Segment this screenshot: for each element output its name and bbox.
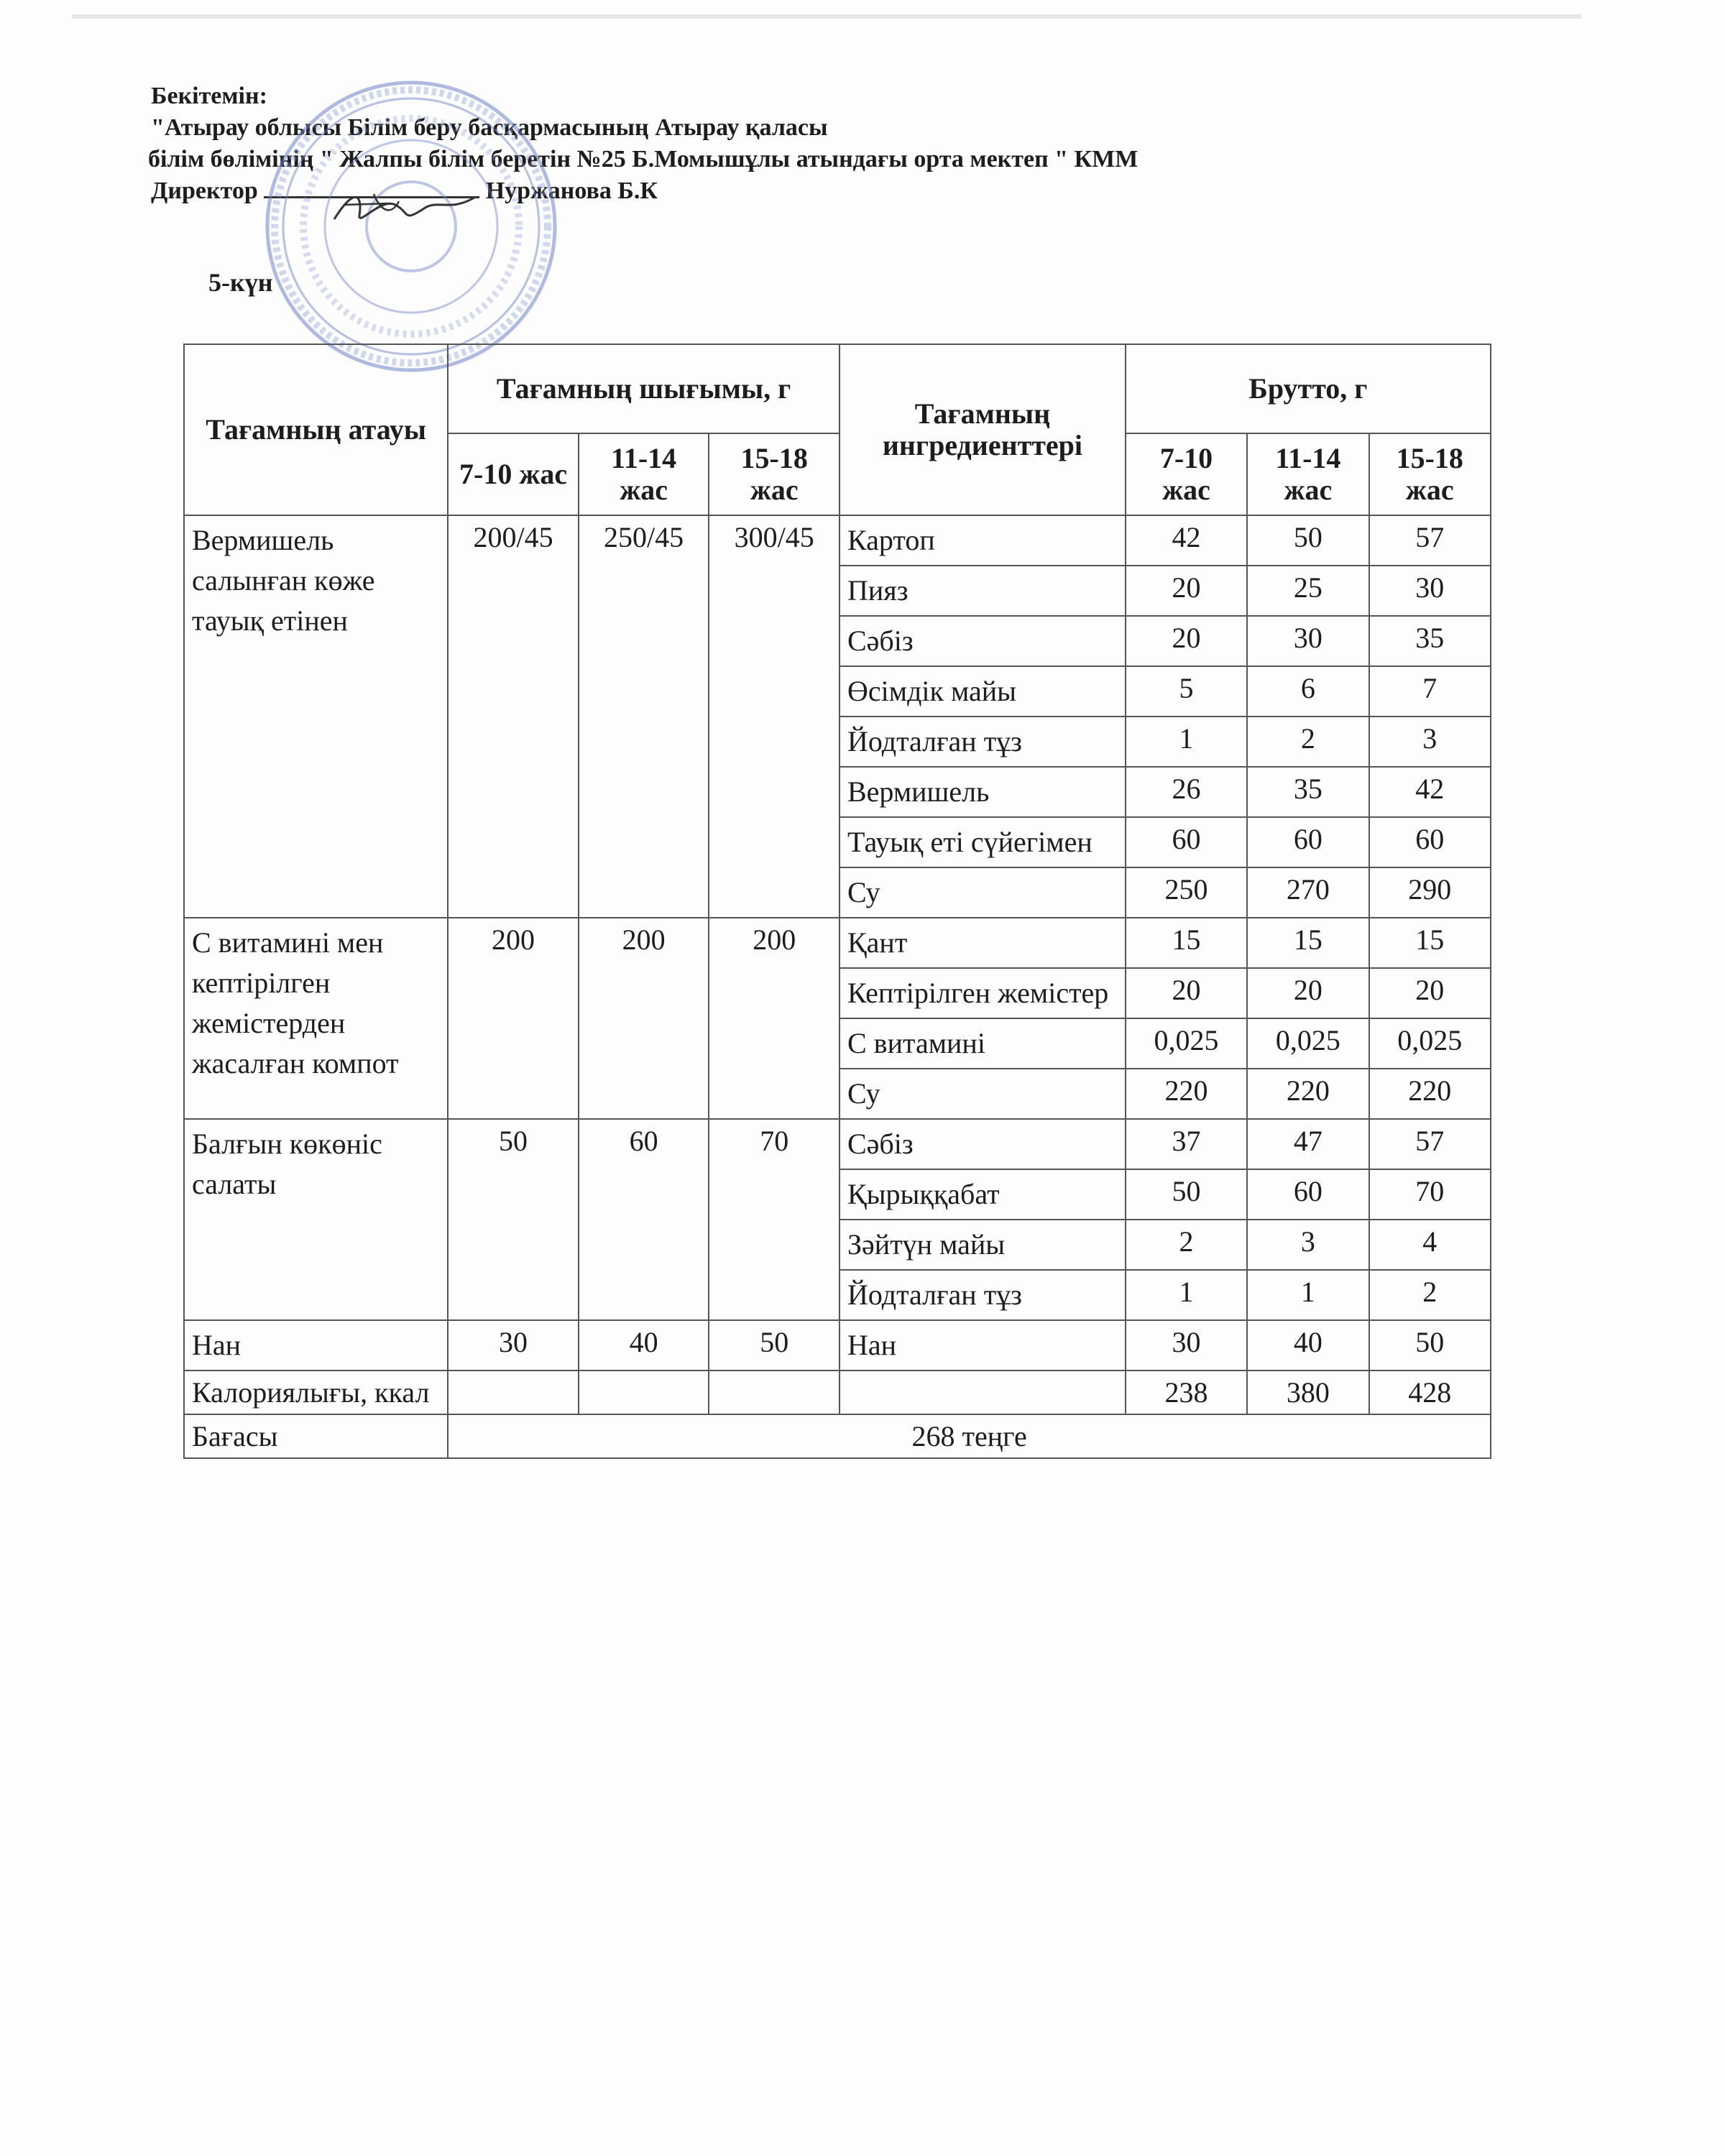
gross-value: 7 [1369, 666, 1491, 717]
gross-value: 47 [1247, 1119, 1368, 1169]
gross-value: 20 [1126, 968, 1247, 1018]
gross-value: 50 [1369, 1320, 1491, 1370]
header-gross-age-15-18: 15-18 жас [1369, 433, 1491, 515]
price-value: 268 теңге [448, 1414, 1491, 1458]
gross-value: 220 [1247, 1069, 1368, 1119]
ingredient-name: Кептірілген жемістер [840, 968, 1126, 1018]
gross-value: 290 [1369, 867, 1491, 918]
gross-value: 6 [1247, 666, 1368, 717]
director-name: Нуржанова Б.К [485, 178, 658, 204]
ingredient-name: Қант [840, 918, 1126, 968]
approval-line-2: білім бөлімінің " Жалпы білім беретін №25 Б.Момышұлы атындағы орта мектеп " КММ [148, 146, 1138, 172]
gross-value: 50 [1247, 515, 1368, 566]
price-label: Бағасы [184, 1414, 448, 1458]
header-yield: Тағамның шығымы, г [448, 344, 840, 433]
gross-value: 0,025 [1126, 1018, 1247, 1069]
gross-value: 40 [1247, 1320, 1368, 1370]
gross-value: 2 [1369, 1270, 1491, 1320]
gross-value: 42 [1369, 767, 1491, 817]
gross-value: 20 [1126, 616, 1247, 666]
ingredient-name: Йодталған тұз [840, 1270, 1126, 1320]
table-row [184, 918, 1491, 968]
gross-value: 30 [1247, 616, 1368, 666]
gross-value: 20 [1247, 968, 1368, 1018]
ingredient-name: Қырыққабат [840, 1169, 1126, 1220]
yield-value: 200 [448, 918, 579, 1119]
ingredient-name: Тауық еті сүйегімен [840, 817, 1126, 867]
yield-value: 250/45 [579, 515, 709, 918]
gross-value: 35 [1247, 767, 1368, 817]
gross-value: 15 [1247, 918, 1368, 968]
yield-value: 300/45 [709, 515, 840, 918]
header-ingredients: Тағамның ингредиенттері [840, 344, 1126, 515]
header-yield-age-7-10: 7-10 жас [448, 433, 579, 515]
gross-value: 26 [1126, 767, 1247, 817]
ingredient-name: Йодталған тұз [840, 717, 1126, 767]
ingredient-name: Нан [840, 1320, 1126, 1370]
yield-value: 200 [579, 918, 709, 1119]
calories-value: 238 [1126, 1370, 1247, 1414]
header-yield-age-11-14: 11-14 жас [579, 433, 709, 515]
header-gross: Брутто, г [1126, 344, 1491, 433]
gross-value: 15 [1369, 918, 1491, 968]
yield-value: 40 [579, 1320, 709, 1370]
dish-name: Вермишель салынған көже тауық етінен [184, 515, 448, 918]
approval-title: Бекітемін: [151, 83, 267, 109]
ingredient-name: Сәбіз [840, 616, 1126, 666]
gross-value: 70 [1369, 1169, 1491, 1220]
day-label: 5-күн [208, 268, 273, 297]
gross-value: 250 [1126, 867, 1247, 918]
empty-cell [840, 1370, 1126, 1414]
gross-value: 15 [1126, 918, 1247, 968]
dish-name: Нан [184, 1320, 448, 1370]
gross-value: 3 [1369, 717, 1491, 767]
header-gross-age-11-14: 11-14 жас [1247, 433, 1368, 515]
header-dish-name: Тағамның атауы [184, 344, 448, 515]
gross-value: 60 [1247, 1169, 1368, 1220]
calories-row [184, 1370, 1491, 1414]
gross-value: 20 [1126, 566, 1247, 616]
gross-value: 50 [1126, 1169, 1247, 1220]
dish-name: Балғын көкөніс салаты [184, 1119, 448, 1320]
gross-value: 2 [1126, 1220, 1247, 1270]
price-row [184, 1414, 1491, 1458]
gross-value: 35 [1369, 616, 1491, 666]
gross-value: 0,025 [1369, 1018, 1491, 1069]
table-row [184, 1320, 1491, 1370]
yield-value: 70 [709, 1119, 840, 1320]
gross-value: 1 [1126, 717, 1247, 767]
ingredient-name: Су [840, 1069, 1126, 1119]
gross-value: 3 [1247, 1220, 1368, 1270]
ingredient-name: Вермишель [840, 767, 1126, 817]
empty-cell [709, 1370, 840, 1414]
gross-value: 1 [1247, 1270, 1368, 1320]
menu-table [183, 344, 1491, 1459]
gross-value: 30 [1369, 566, 1491, 616]
yield-value: 50 [448, 1119, 579, 1320]
table-row [184, 1119, 1491, 1169]
gross-value: 270 [1247, 867, 1368, 918]
gross-value: 20 [1369, 968, 1491, 1018]
gross-value: 2 [1247, 717, 1368, 767]
gross-value: 0,025 [1247, 1018, 1368, 1069]
ingredient-name: Зәйтүн майы [840, 1220, 1126, 1270]
header-yield-age-15-18: 15-18 жас [709, 433, 840, 515]
gross-value: 57 [1369, 1119, 1491, 1169]
gross-value: 30 [1126, 1320, 1247, 1370]
gross-value: 220 [1126, 1069, 1247, 1119]
table-row [184, 515, 1491, 566]
header-gross-age-7-10: 7-10 жас [1126, 433, 1247, 515]
calories-value: 380 [1247, 1370, 1368, 1414]
approval-line-1: "Атырау облысы Білім беру басқармасының Атырау қаласы [151, 114, 828, 141]
ingredient-name: Су [840, 867, 1126, 918]
gross-value: 57 [1369, 515, 1491, 566]
ingredient-name: Сәбіз [840, 1119, 1126, 1169]
calories-label: Калориялығы, ккал [184, 1370, 448, 1414]
ingredient-name: Картоп [840, 515, 1126, 566]
gross-value: 37 [1126, 1119, 1247, 1169]
yield-value: 60 [579, 1119, 709, 1320]
yield-value: 200/45 [448, 515, 579, 918]
gross-value: 1 [1126, 1270, 1247, 1320]
empty-cell [579, 1370, 709, 1414]
ingredient-name: Өсімдік майы [840, 666, 1126, 717]
gross-value: 5 [1126, 666, 1247, 717]
gross-value: 60 [1369, 817, 1491, 867]
gross-value: 25 [1247, 566, 1368, 616]
gross-value: 220 [1369, 1069, 1491, 1119]
gross-value: 4 [1369, 1220, 1491, 1270]
director-label: Директор [151, 178, 258, 204]
gross-value: 60 [1126, 817, 1247, 867]
calories-value: 428 [1369, 1370, 1491, 1414]
ingredient-name: С витамині [840, 1018, 1126, 1069]
gross-value: 60 [1247, 817, 1368, 867]
scan-edge [72, 14, 1581, 19]
yield-value: 30 [448, 1320, 579, 1370]
yield-value: 50 [709, 1320, 840, 1370]
director-signature [331, 183, 482, 234]
yield-value: 200 [709, 918, 840, 1119]
gross-value: 42 [1126, 515, 1247, 566]
ingredient-name: Пияз [840, 566, 1126, 616]
dish-name: С витамині мен кептірілген жемістерден жасалған компот [184, 918, 448, 1119]
empty-cell [448, 1370, 579, 1414]
